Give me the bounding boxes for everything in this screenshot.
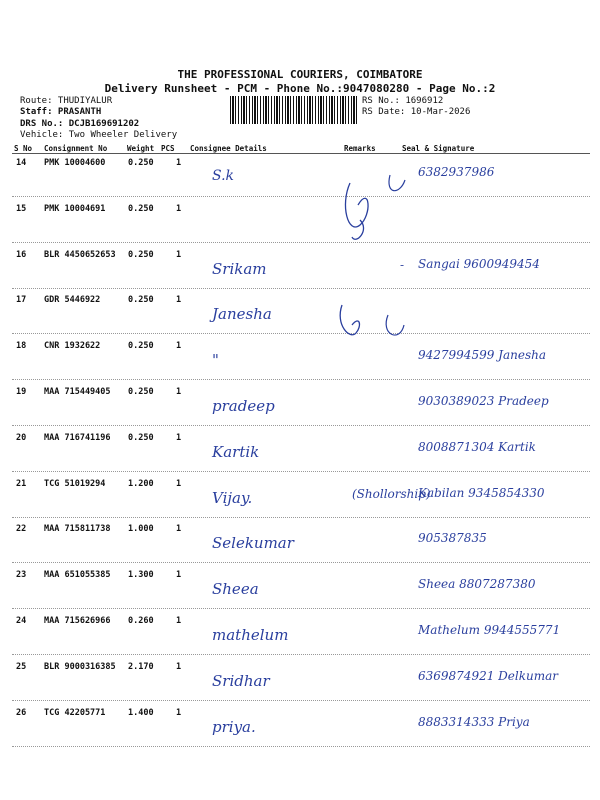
- company-title: THE PROFESSIONAL COURIERS, COIMBATORE: [177, 68, 423, 81]
- row-consignment: TCG 42205771: [44, 708, 106, 718]
- row-consignment: PMK 10004691: [44, 204, 106, 214]
- row-divider: [12, 746, 590, 747]
- col-pcs: PCS: [161, 144, 175, 153]
- row-consignment: PMK 10004600: [44, 158, 106, 168]
- row-seal-handwriting: 8008871304 Kartik: [418, 440, 536, 454]
- row-consignee-handwriting: Sridhar: [212, 672, 270, 690]
- col-consignment: Consignment No: [44, 144, 108, 153]
- row-sno: 16: [16, 250, 27, 260]
- row-pcs: 1: [176, 204, 182, 214]
- row-weight: 1.200: [128, 479, 154, 489]
- row-divider: [12, 700, 590, 701]
- row-divider: [12, 196, 590, 197]
- row-sno: 14: [16, 158, 27, 168]
- row-consignment: CNR 1932622: [44, 341, 101, 351]
- row-divider: [12, 562, 590, 563]
- row-divider: [12, 333, 590, 334]
- row-sno: 23: [16, 570, 27, 580]
- row-weight: 1.300: [128, 570, 154, 580]
- row-divider: [12, 471, 590, 472]
- row-weight: 1.000: [128, 524, 154, 534]
- runsheet-subtitle: Delivery Runsheet - PCM - Phone No.:9047080280 - Page No.:2: [104, 82, 496, 95]
- row-pcs: 1: [176, 158, 182, 168]
- row-consignee-handwriting: Sheea: [212, 580, 259, 598]
- row-seal-handwriting: 6382937986: [418, 165, 495, 179]
- row-divider: [12, 608, 590, 609]
- row-seal-handwriting: 905387835: [418, 531, 487, 545]
- row-seal-handwriting: 8883314333 Priya: [418, 715, 530, 729]
- row-pcs: 1: [176, 479, 182, 489]
- row-consignment: MAA 651055385: [44, 570, 111, 580]
- row-weight: 0.250: [128, 295, 154, 305]
- row-pcs: 1: [176, 662, 182, 672]
- row-sno: 18: [16, 341, 27, 351]
- row-seal-handwriting: Sheea 8807287380: [418, 577, 536, 591]
- row-consignee-handwriting: Kartik: [212, 443, 260, 461]
- row-divider: [12, 379, 590, 380]
- row-pcs: 1: [176, 524, 182, 534]
- row-seal-handwriting: Sangai 9600949454: [418, 257, 540, 271]
- row-consignee-handwriting: priya.: [212, 718, 256, 736]
- row-weight: 0.250: [128, 250, 154, 260]
- row-sno: 21: [16, 479, 27, 489]
- row-sno: 20: [16, 433, 27, 443]
- row-weight: 0.250: [128, 341, 154, 351]
- row-sno: 24: [16, 616, 27, 626]
- row-sno: 19: [16, 387, 27, 397]
- row-consignment: TCG 51019294: [44, 479, 106, 489]
- row-consignee-handwriting: S.k: [212, 168, 235, 184]
- row-pcs: 1: [176, 387, 182, 397]
- vehicle-label: Vehicle: Two Wheeler Delivery: [20, 130, 178, 140]
- row-weight: 0.250: [128, 387, 154, 397]
- row-pcs: 1: [176, 616, 182, 626]
- header-divider: [12, 153, 590, 154]
- row-pcs: 1: [176, 295, 182, 305]
- row-consignee-handwriting: mathelum: [212, 626, 289, 644]
- row-consignee-handwriting: Janesha: [212, 305, 272, 323]
- row-consignee-handwriting: Vijay.: [212, 489, 253, 507]
- barcode: [230, 96, 358, 124]
- row-weight: 0.250: [128, 433, 154, 443]
- row-sno: 22: [16, 524, 27, 534]
- row-weight: 0.260: [128, 616, 154, 626]
- row-consignee-handwriting: ": [212, 351, 219, 369]
- row-divider: [12, 288, 590, 289]
- row-weight: 0.250: [128, 158, 154, 168]
- row-consignment: MAA 716741196: [44, 433, 111, 443]
- row-sno: 25: [16, 662, 27, 672]
- row-remarks-handwriting: (Shollorship): [352, 487, 431, 501]
- row-pcs: 1: [176, 433, 182, 443]
- col-remarks: Remarks: [344, 144, 376, 153]
- row-sno: 15: [16, 204, 27, 214]
- col-sno: S No: [14, 144, 33, 153]
- row-remarks-handwriting: -: [400, 258, 405, 272]
- row-seal-handwriting: 9427994599 Janesha: [418, 348, 546, 362]
- row-pcs: 1: [176, 570, 182, 580]
- row-seal-handwriting: Kabilan 9345854330: [418, 486, 545, 500]
- row-divider: [12, 242, 590, 243]
- row-consignment: BLR 4450652653: [44, 250, 116, 260]
- row-consignment: MAA 715449405: [44, 387, 111, 397]
- row-consignment: GDR 5446922: [44, 295, 101, 305]
- row-pcs: 1: [176, 250, 182, 260]
- row-pcs: 1: [176, 708, 182, 718]
- row-sno: 26: [16, 708, 27, 718]
- route-label: Route: THUDIYALUR: [20, 96, 113, 106]
- col-consignee: Consignee Details: [190, 144, 267, 153]
- row-consignee-handwriting: pradeep: [212, 397, 275, 415]
- signature-scribbles: [330, 165, 410, 385]
- drs-label: DRS No.: DCJB169691202: [20, 119, 140, 129]
- rs-number: RS No.: 1696912: [362, 96, 444, 106]
- row-divider: [12, 425, 590, 426]
- staff-label: Staff: PRASANTH: [20, 107, 102, 117]
- row-seal-handwriting: 9030389023 Pradeep: [418, 394, 549, 408]
- row-pcs: 1: [176, 341, 182, 351]
- row-consignee-handwriting: Srikam: [212, 260, 267, 278]
- row-weight: 0.250: [128, 204, 154, 214]
- col-weight: Weight: [127, 144, 155, 153]
- row-weight: 1.400: [128, 708, 154, 718]
- rs-date: RS Date: 10-Mar-2026: [362, 107, 471, 117]
- row-seal-handwriting: 6369874921 Delkumar: [418, 669, 558, 683]
- row-divider: [12, 517, 590, 518]
- row-consignment: MAA 715811738: [44, 524, 111, 534]
- row-weight: 2.170: [128, 662, 154, 672]
- row-consignment: MAA 715626966: [44, 616, 111, 626]
- row-sno: 17: [16, 295, 27, 305]
- row-divider: [12, 654, 590, 655]
- row-consignment: BLR 9000316385: [44, 662, 116, 672]
- row-consignee-handwriting: Selekumar: [212, 534, 294, 552]
- col-seal: Seal & Signature: [402, 144, 475, 153]
- row-seal-handwriting: Mathelum 9944555771: [418, 623, 561, 637]
